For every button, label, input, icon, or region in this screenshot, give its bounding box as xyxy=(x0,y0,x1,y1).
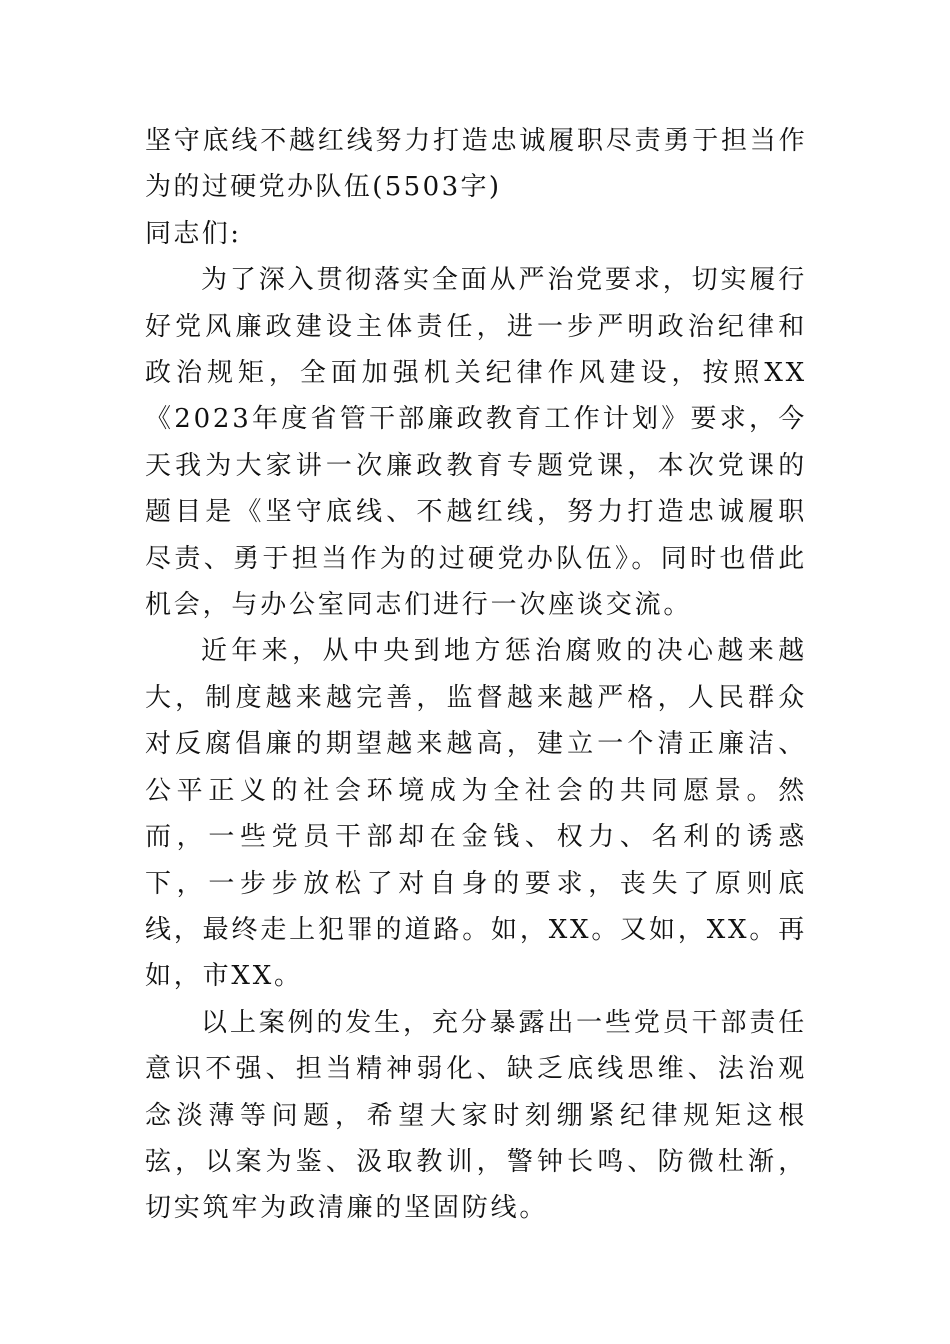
document-title: 坚守底线不越红线努力打造忠诚履职尽责勇于担当作为的过硬党办队伍(5503字) xyxy=(145,126,807,203)
paragraph-lessons: 以上案例的发生，充分暴露出一些党员干部责任意识不强、担当精神弱化、缺乏底线思维、法治观念淡薄等问题，希望大家时刻绷紧纪律规矩这根弦，以案为鉴、汲取教训，警钟长鸣、防微杜渐，切实筑牢为政清廉的坚固防线。 xyxy=(145,1007,807,1224)
paragraph-background: 近年来，从中央到地方惩治腐败的决心越来越大，制度越来越完善，监督越来越严格，人民群众对反腐倡廉的期望越来越高，建立一个清正廉洁、公平正义的社会环境成为全社会的共同愿景。然而，一些党员干部却在金钱、权力、名利的诱惑下，一步步放松了对自身的要求，丧失了原则底线，最终走上犯罪的道路。如，XX。又如，XX。再如，市XX。 xyxy=(145,636,807,992)
paragraph-intro: 为了深入贯彻落实全面从严治党要求，切实履行好党风廉政建设主体责任，进一步严明政治纪律和政治规矩，全面加强机关纪律作风建设，按照XX《2023年度省管干部廉政教育工作计划》要求，今天我为大家讲一次廉政教育专题党课，本次党课的题目是《坚守底线、不越红线，努力打造忠诚履职尽责、勇于担当作为的过硬党办队伍》。同时也借此机会，与办公室同志们进行一次座谈交流。 xyxy=(145,265,807,621)
document-body xyxy=(145,118,807,1232)
greeting: 同志们: xyxy=(145,218,242,249)
